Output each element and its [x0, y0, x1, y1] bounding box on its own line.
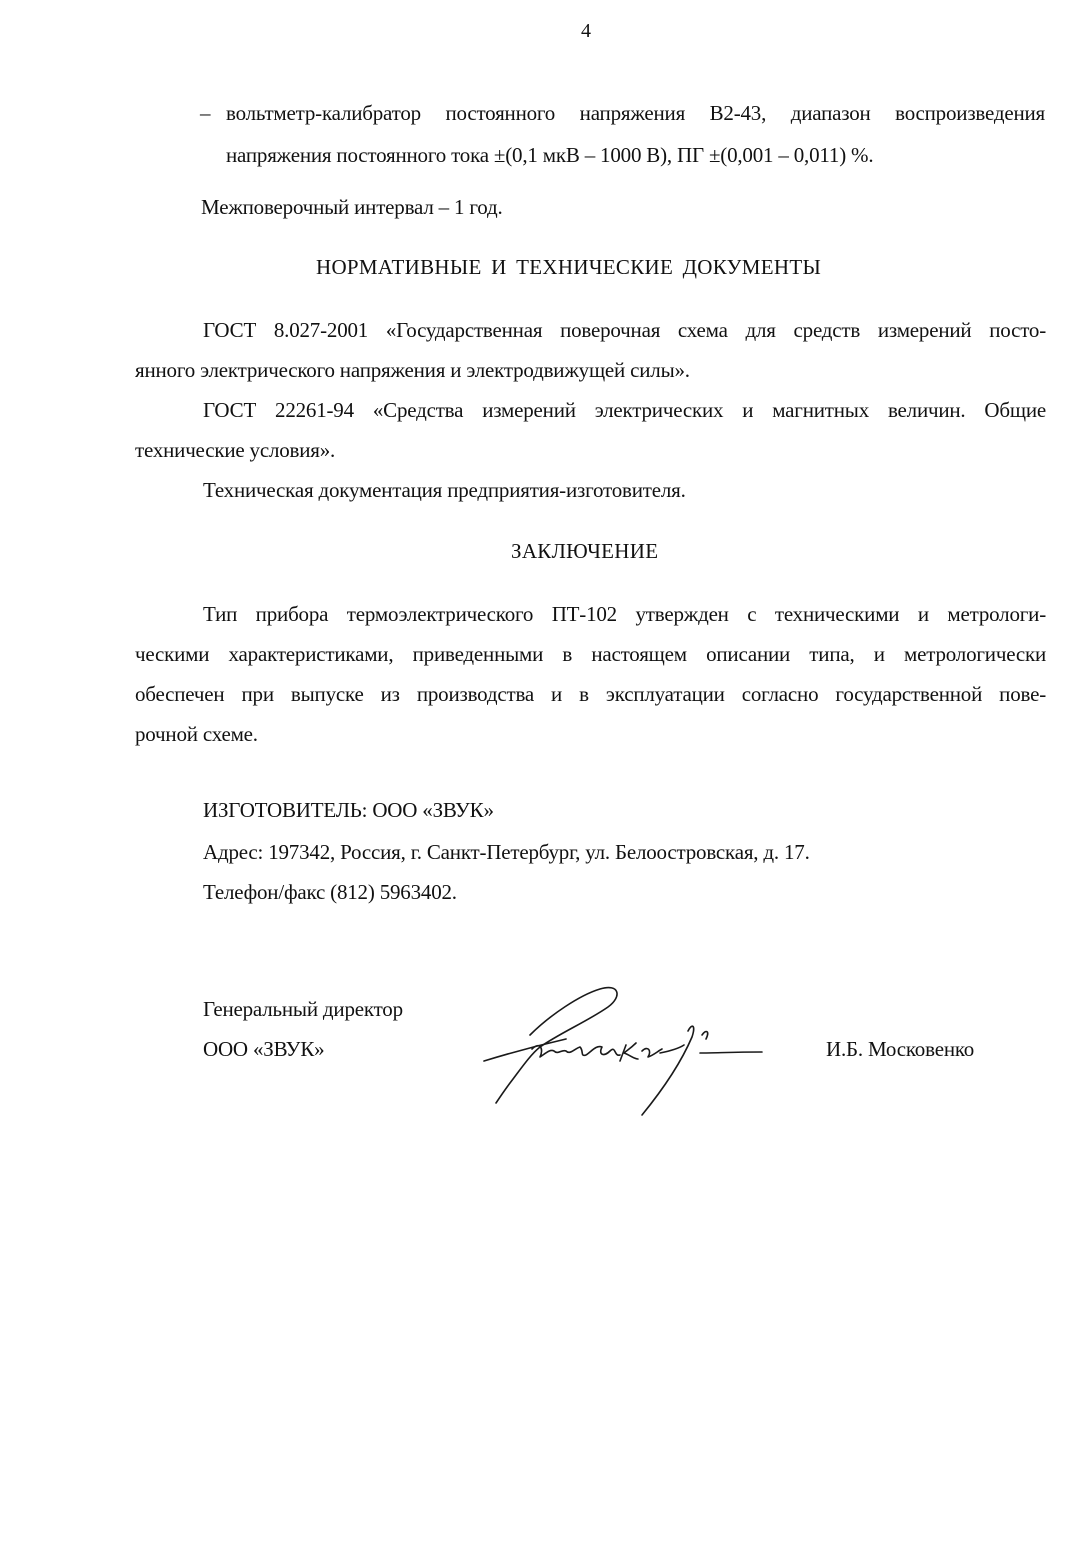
handwritten-signature-icon	[470, 975, 770, 1125]
equipment-line-2: напряжения постоянного тока ±(0,1 мкВ – 1000 В), ПГ ±(0,001 – 0,011) %.	[226, 143, 874, 167]
equipment-bullet: –	[200, 101, 211, 125]
conclusion-line-2: ческими характеристиками, приведенными в настоящем описании типа, и метрологически	[135, 642, 1046, 666]
conclusion-heading: ЗАКЛЮЧЕНИЕ	[511, 539, 659, 563]
conclusion-line-1: Тип прибора термоэлектрического ПТ-102 утвержден с техническими и метрологи-	[203, 602, 1046, 626]
manufacturer-phone: Телефон/факс (812) 5963402.	[203, 880, 457, 904]
signatory-name: И.Б. Московенко	[826, 1037, 975, 1061]
signatory-title-line-2: ООО «ЗВУК»	[203, 1037, 325, 1061]
gost-22261-line-2: технические условия».	[135, 438, 336, 462]
gost-8027-line-2: янного электрического напряжения и электродвижущей силы».	[135, 358, 690, 382]
gost-8027-line-1: ГОСТ 8.027-2001 «Государственная поверочная схема для средств измерений посто-	[203, 318, 1046, 342]
manufacturer-address: Адрес: 197342, Россия, г. Санкт-Петербург, ул. Белоостровская, д. 17.	[203, 840, 810, 864]
normative-docs-heading: НОРМАТИВНЫЕ И ТЕХНИЧЕСКИЕ ДОКУМЕНТЫ	[316, 255, 822, 279]
manufacturer-label: ИЗГОТОВИТЕЛЬ: ООО «ЗВУК»	[203, 798, 494, 822]
page-number: 4	[581, 20, 591, 42]
equipment-line-1: вольтметр-калибратор постоянного напряжения В2-43, диапазон воспроизведения	[226, 101, 1045, 125]
conclusion-line-4: рочной схеме.	[135, 722, 258, 746]
gost-22261-line-1: ГОСТ 22261-94 «Средства измерений электрических и магнитных величин. Общие	[203, 398, 1046, 422]
signatory-title-line-1: Генеральный директор	[203, 997, 403, 1021]
calibration-interval: Межповерочный интервал – 1 год.	[201, 195, 503, 219]
conclusion-line-3: обеспечен при выпуске из производства и в эксплуатации согласно государственной пове-	[135, 682, 1046, 706]
manufacturer-documentation: Техническая документация предприятия-изготовителя.	[203, 478, 686, 502]
